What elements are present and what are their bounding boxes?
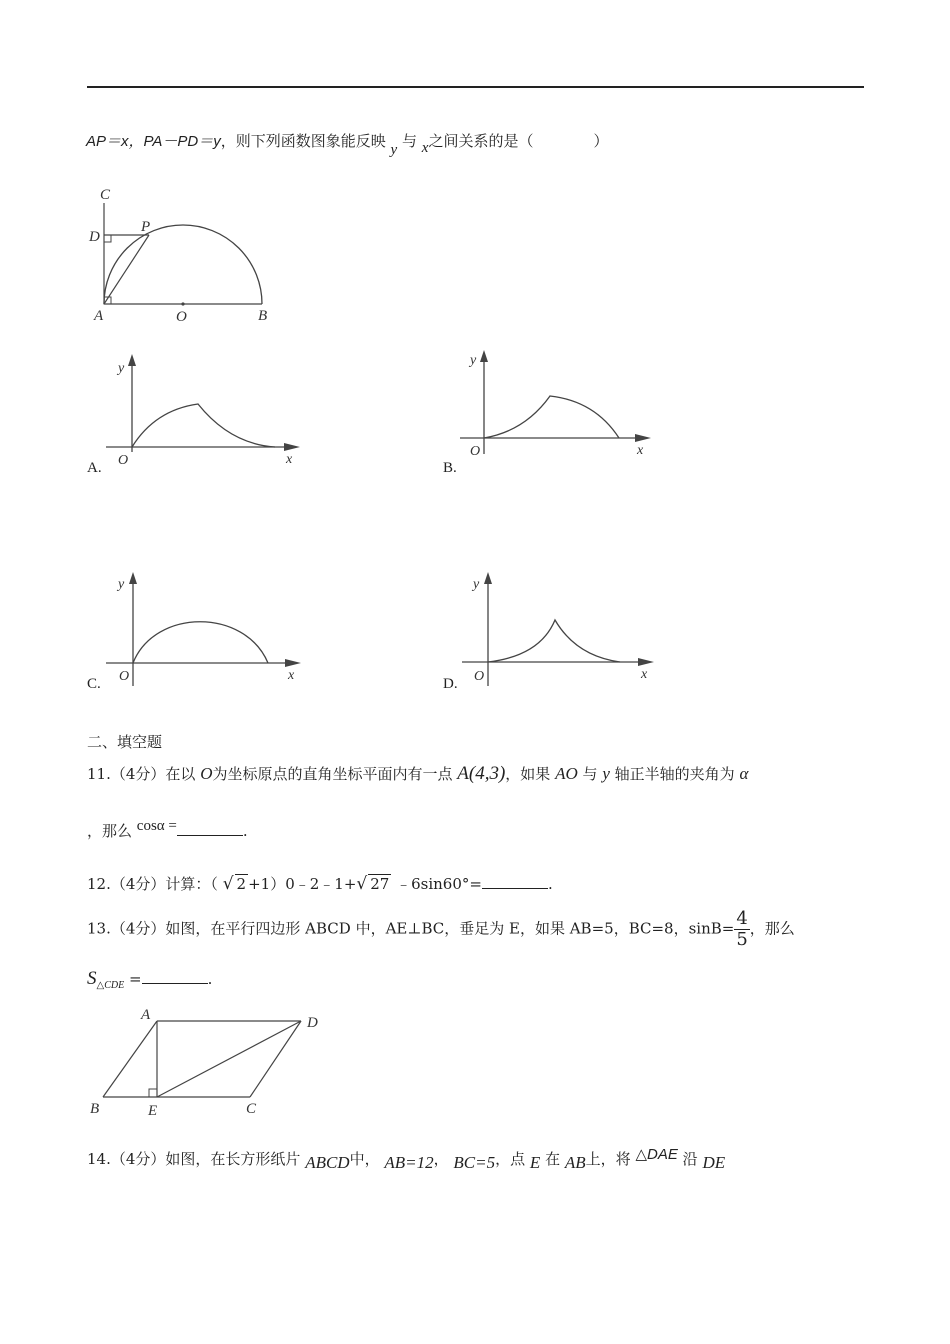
q12-line: 12.（4分）计算：（ √ 2 +1）0﹣2﹣1+√ 27 ﹣6sin60°= . [87, 874, 553, 894]
q10-semicircle-figure [85, 183, 285, 328]
option-d-x-label: x [641, 667, 648, 682]
fig-label-d: D [89, 229, 100, 245]
q12-end: . [547, 875, 553, 893]
q11-ao: AO [555, 764, 578, 783]
q10-stem [86, 130, 609, 158]
q11-t2: ，如果 [505, 765, 551, 783]
q10-stem-text: ，则下列函数图象能反映 [220, 132, 386, 150]
q14-ab: AB=12 [384, 1153, 434, 1172]
option-b-label: B. [443, 460, 457, 476]
q13-label-c: C [246, 1101, 257, 1117]
option-b-x-label: x [637, 443, 644, 458]
option-a-origin-label: O [118, 453, 129, 468]
q14-t5: 沿 [682, 1150, 698, 1168]
option-c-x-label: x [288, 668, 295, 683]
q14-line [87, 1146, 726, 1172]
q13-label-a: A [141, 1007, 151, 1023]
q13-label-e: E [148, 1103, 158, 1119]
q13-eq: = [128, 970, 142, 988]
q12-tail: ﹣6sin60°= [396, 875, 482, 893]
q14-t4: 上，将 [585, 1150, 631, 1168]
q12-sqrt2: 2 [236, 875, 247, 893]
q14-t1: 中， [349, 1150, 380, 1168]
q13-tail: ，那么 [749, 919, 795, 938]
q13-num: 4 [736, 908, 748, 929]
section-title: 二、填空题 [87, 733, 163, 751]
q11-t3: 与 [582, 765, 598, 783]
q10-stem-close: ） [593, 132, 609, 150]
option-c-y-label: y [118, 577, 125, 592]
q11-alpha: α [739, 764, 749, 783]
fig-label-p: P [141, 219, 151, 235]
q11-head: 11.（4分）在以 [87, 765, 196, 783]
option-b-graph [455, 346, 665, 466]
q13-label-b: B [90, 1101, 100, 1117]
q13-head: 13.（4分）如图，在平行四边形 ABCD 中，AE⊥BC，垂足为 E，如果 AB=5，BC=8，sinB= [87, 919, 735, 938]
q12-sqrt27: 27 [370, 875, 390, 893]
fig-label-o: O [176, 309, 187, 325]
q14-bc: BC=5 [453, 1153, 496, 1172]
q10-yu: 与 [402, 132, 418, 150]
q10-stem-tail: 之间关系的是（ [428, 132, 534, 150]
q14-head: 14.（4分）如图，在长方形纸片 [87, 1150, 301, 1168]
q14-e: E [529, 1153, 541, 1172]
q13-fraction [734, 909, 749, 950]
q11-line2 [87, 820, 248, 841]
q12-head: 12.（4分）计算：（ [87, 875, 218, 893]
q13-sub: △CDE [96, 980, 125, 991]
q13-line2 [87, 968, 212, 991]
q11-cos: cosα = [136, 818, 177, 834]
q14-abcd: ABCD [305, 1153, 350, 1172]
q12-mid: +1）0﹣2﹣1+ [248, 875, 357, 893]
q13-answer-blank[interactable] [142, 982, 208, 984]
q14-t3: 在 [545, 1150, 561, 1168]
q14-tri: △DAE [635, 1146, 678, 1163]
q13-label-d: D [307, 1015, 318, 1031]
option-d-graph [458, 568, 668, 688]
q10-var-y: y [390, 142, 398, 158]
q14-ab2: AB [564, 1153, 586, 1172]
fig-label-b: B [258, 308, 268, 324]
q11-point: A(4,3) [457, 763, 506, 784]
option-c-label: C. [87, 676, 101, 692]
q13-den: 5 [736, 929, 748, 950]
q13-line1 [87, 909, 795, 950]
q13-parallelogram-figure [85, 1005, 330, 1125]
option-b-y-label: y [470, 353, 477, 368]
q11-answer-blank[interactable] [177, 834, 243, 836]
q11-t1: 为坐标原点的直角坐标平面内有一点 [212, 765, 453, 783]
q10-var-x: x [421, 140, 429, 156]
q12-answer-blank[interactable] [482, 887, 548, 889]
header-rule [87, 86, 864, 88]
option-a-label: A. [87, 460, 102, 476]
q11-line2-pre: ，那么 [87, 822, 133, 840]
option-a-y-label: y [118, 361, 125, 376]
option-d-y-label: y [473, 577, 480, 592]
option-d-origin-label: O [474, 669, 485, 684]
q13-end: . [207, 970, 213, 988]
q11-t4: 轴正半轴的夹角为 [614, 765, 735, 783]
option-b-origin-label: O [470, 444, 481, 459]
option-d-label: D. [443, 676, 458, 692]
option-c-origin-label: O [119, 669, 130, 684]
q14-c1: ， [433, 1150, 449, 1168]
q11-line1 [87, 763, 748, 785]
option-a-x-label: x [286, 452, 293, 467]
q11-o: O [200, 764, 213, 783]
q13-s: S [87, 968, 97, 989]
fig-label-a: A [94, 308, 104, 324]
fig-label-c: C [100, 187, 111, 203]
q14-de: DE [702, 1153, 726, 1172]
q14-t2: ，点 [495, 1150, 526, 1168]
option-c-graph [100, 568, 310, 688]
q11-end: . [242, 822, 248, 840]
q11-y: y [602, 764, 610, 783]
option-a-graph [100, 352, 310, 467]
q10-stem-math: AP＝x，PA－PD＝y [86, 133, 221, 150]
